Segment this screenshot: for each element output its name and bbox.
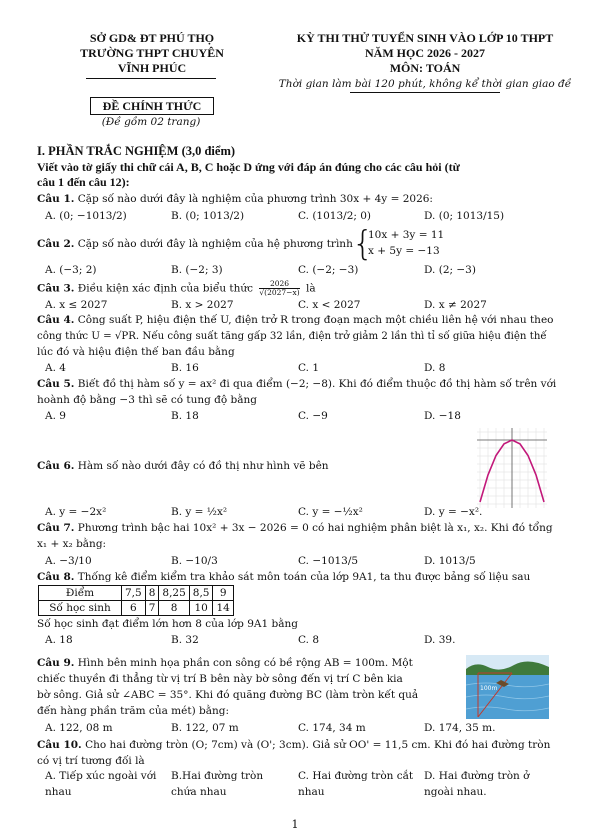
q8-after-text: Số học sinh đạt điểm lớn hơn 8 của lớp 9A1 bằng: [37, 618, 298, 630]
q6-option-c: C. y = −½x²: [298, 506, 363, 518]
table-cell: 7: [145, 601, 159, 616]
question-5: [37, 378, 556, 391]
question-label: Câu 8.: [37, 571, 75, 583]
question-label: Câu 1.: [37, 193, 75, 205]
q5-option-a: A. 9: [45, 410, 66, 422]
q10-option-c-line-1: C. Hai đường tròn cắt: [298, 770, 414, 782]
q2-equation-2: x + 5y = −13: [368, 245, 440, 257]
q10-line-2: có vị trí tương đối là: [37, 755, 145, 767]
q3-numerator: 2026: [259, 280, 299, 289]
part1-instruction-2: câu 1 đến câu 12):: [37, 175, 130, 189]
header-underline: [86, 78, 216, 79]
part1-heading: I. PHẦN TRẮC NGHIỆM (3,0 điểm): [37, 144, 236, 158]
table-cell: 10: [189, 601, 213, 616]
q10-option-d-line-1: D. Hai đường tròn ở: [424, 770, 530, 782]
q7-option-b: B. −10/3: [171, 555, 218, 567]
figure-label: 100m: [480, 685, 498, 692]
q4-option-b: B. 16: [171, 362, 199, 374]
q3-option-a: A. x ≤ 2027: [45, 299, 108, 311]
system-brace: {: [352, 224, 374, 264]
q1-option-d: D. (0; 1013/15): [424, 210, 505, 222]
q10-option-a-line-2: nhau: [45, 786, 72, 798]
school-location: VĨNH PHÚC: [117, 61, 187, 75]
question-10: [37, 739, 550, 752]
q4-line-3: lúc đó và hiệu điện thế ban đầu bằng: [37, 346, 235, 358]
question-4: [37, 314, 553, 327]
table-header-cell: Số học sinh: [39, 601, 122, 616]
q5-option-d: D. −18: [424, 410, 461, 422]
q7-option-d: D. 1013/5: [424, 555, 476, 567]
subject: MÔN: TOÁN: [389, 61, 461, 75]
q2-option-a: A. (−3; 2): [45, 264, 97, 276]
table-cell: 6: [122, 601, 146, 616]
q9-line-2: chiếc thuyền đi thẳng từ vị trí B bên này bờ sông đến vị trí C bên kia: [37, 673, 403, 685]
question-text: Biết đồ thị hàm số y = ax² đi qua điểm (−2; −8). Khi đó điểm thuộc đồ thị hàm số trên với: [77, 378, 557, 390]
question-text: Phương trình bậc hai 10x² + 3x − 2026 = 0 có hai nghiệm phân biệt là x₁, x₂. Khi đó tổng: [77, 522, 553, 534]
score-table: [38, 585, 234, 616]
q9-line-4: đến hàng phần trăm của mét) bằng:: [37, 705, 230, 717]
q9-option-a: A. 122, 08 m: [45, 722, 113, 734]
q8-option-a: A. 18: [45, 634, 73, 646]
table-row: [39, 586, 234, 601]
q10-option-d-line-2: ngoài nhau.: [424, 786, 487, 798]
question-label: Câu 2.: [37, 238, 75, 250]
question-7: [37, 522, 553, 535]
q8-option-c: C. 8: [298, 634, 320, 646]
q10-option-c-line-2: nhau: [298, 786, 325, 798]
q8-option-b: B. 32: [171, 634, 199, 646]
school-name: TRƯỜNG THPT CHUYÊN: [80, 46, 224, 60]
q4-option-a: A. 4: [45, 362, 66, 374]
q3-option-b: B. x > 2027: [171, 299, 234, 311]
question-text: Cặp số nào dưới đây là nghiệm của hệ phương trình: [77, 238, 353, 250]
page-number: 1: [291, 818, 299, 831]
q3-fraction: [259, 280, 299, 297]
table-cell: 8,25: [159, 586, 189, 601]
q9-option-b: B. 122, 07 m: [171, 722, 239, 734]
question-label: Câu 7.: [37, 522, 75, 534]
q7-option-c: C. −1013/5: [298, 555, 359, 567]
exam-title: KỲ THI THỬ TUYỂN SINH VÀO LỚP 10 THPT: [296, 31, 554, 45]
q2-option-c: C. (−2; −3): [298, 264, 359, 276]
question-6: [37, 460, 329, 473]
parabola-graph: [477, 428, 547, 508]
q10-option-a-line-1: A. Tiếp xúc ngoài với: [45, 770, 157, 782]
q4-option-d: D. 8: [424, 362, 446, 374]
river-figure: [466, 655, 549, 719]
question-text: Cho hai đường tròn (O; 7cm) và (O'; 3cm). Giả sử OO' = 11,5 cm. Khi đó hai đường tròn: [85, 739, 551, 751]
question-text: Điều kiện xác định của biểu thức: [77, 282, 254, 295]
q6-option-b: B. y = ½x²: [171, 506, 228, 518]
pages-note: (Đề gồm 02 trang): [101, 116, 201, 128]
q5-option-c: C. −9: [298, 410, 328, 422]
question-8: [37, 571, 530, 584]
q8-option-d: D. 39.: [424, 634, 456, 646]
q9-option-c: C. 174, 34 m: [298, 722, 366, 734]
question-label: Câu 5.: [37, 378, 75, 390]
q5-option-b: B. 18: [171, 410, 199, 422]
question-2: [37, 238, 353, 251]
q4-line-2: công thức U = √PR. Nếu công suất tăng gấp 32 lần, điện trở giảm 2 lần thì tỉ số giữa hiệu điện thế: [37, 331, 547, 342]
question-9: [37, 657, 413, 670]
question-text: Hàm số nào dưới đây có đồ thị như hình vẽ bên: [77, 460, 329, 472]
q1-option-a: A. (0; −1013/2): [45, 210, 127, 222]
part1-instruction-1: Viết vào tờ giấy thi chữ cái A, B, C hoặc D ứng với đáp án đúng cho các câu hỏi (từ: [37, 160, 460, 174]
question-label: Câu 3.: [37, 282, 75, 295]
q6-option-a: A. y = −2x²: [45, 506, 107, 518]
q7-line-2: x₁ + x₂ bằng:: [37, 538, 107, 550]
table-row: [39, 601, 234, 616]
table-cell: 7,5: [122, 586, 146, 601]
question-label: Câu 6.: [37, 460, 75, 472]
time-note-underline: [350, 92, 500, 93]
question-label: Câu 10.: [37, 739, 82, 751]
official-exam-box: ĐỀ CHÍNH THỨC: [90, 97, 214, 115]
question-text-end: là: [305, 282, 316, 295]
q10-option-b-line-2: chứa nhau: [171, 786, 227, 798]
q10-option-b-line-1: B.Hai đường tròn: [171, 770, 264, 782]
q7-option-a: A. −3/10: [45, 555, 92, 567]
question-label: Câu 9.: [37, 657, 75, 669]
q9-option-d: D. 174, 35 m.: [424, 722, 496, 734]
q6-option-d: D. y = −x².: [424, 506, 483, 518]
table-cell: 8: [159, 601, 189, 616]
question-text: Cặp số nào dưới đây là nghiệm của phương trình 30x + 4y = 2026:: [77, 193, 433, 205]
q1-option-c: C. (1013/2; 0): [298, 210, 372, 222]
school-year: NĂM HỌC 2026 - 2027: [365, 46, 485, 60]
question-label: Câu 4.: [37, 314, 75, 326]
q2-option-b: B. (−2; 3): [171, 264, 223, 276]
question-1: [37, 193, 433, 206]
q3-denominator: √(2027−x): [259, 288, 300, 297]
q2-option-d: D. (2; −3): [424, 264, 476, 276]
q3-option-c: C. x < 2027: [298, 299, 361, 311]
table-cell: 9: [213, 586, 233, 601]
table-cell: 8,5: [189, 586, 213, 601]
q3-option-d: D. x ≠ 2027: [424, 299, 487, 311]
table-header-cell: Điểm: [39, 586, 122, 601]
time-note: Thời gian làm bài 120 phút, không kể thời gian giao đề: [278, 78, 572, 90]
dept-name: SỞ GD& ĐT PHÚ THỌ: [89, 31, 215, 45]
q4-option-c: C. 1: [298, 362, 320, 374]
table-cell: 14: [213, 601, 233, 616]
q9-line-3: bờ sông. Giả sử ∠ABC = 35°. Khi đó quãng đường BC (làm tròn kết quả: [37, 689, 419, 701]
q2-equation-1: 10x + 3y = 11: [368, 229, 445, 241]
table-cell: 8: [145, 586, 159, 601]
question-3: [37, 280, 316, 297]
question-text: Công suất P, hiệu điện thế U, điện trở R trong đoạn mạch một chiều liên hệ với nhau theo: [77, 314, 554, 326]
question-text: Hình bên minh họa phần con sông có bề rộng AB = 100m. Một: [77, 657, 413, 669]
question-text: Thống kê điểm kiểm tra khảo sát môn toán của lớp 9A1, ta thu được bảng số liệu sau: [77, 571, 531, 583]
q5-line-2: hoành độ bằng −3 thì sẽ có tung độ bằng: [37, 394, 258, 406]
q1-option-b: B. (0; 1013/2): [171, 210, 245, 222]
